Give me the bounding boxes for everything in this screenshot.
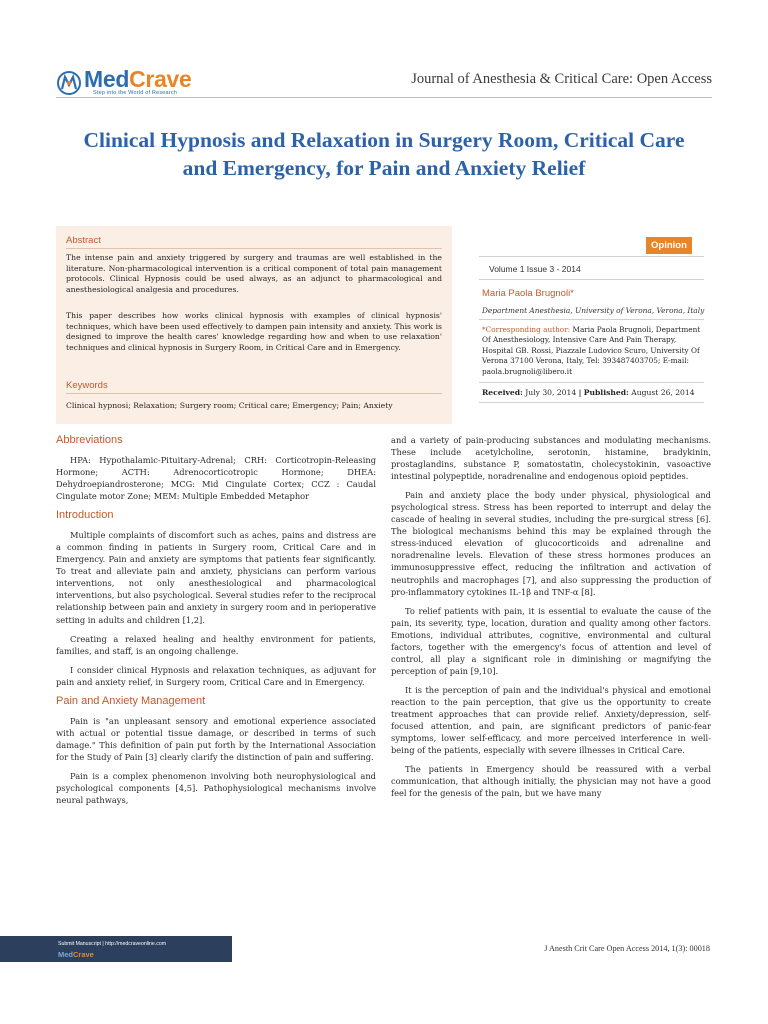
abstract-box xyxy=(56,226,452,424)
abstract-divider xyxy=(66,248,442,249)
abstract-paragraph-2: This paper describes how works clinical hypnosis with examples of clinical hypnosis' techniques, which have been used effectively to dampen pain intensity and anxiety. This work is designed to improve the health cares' knowledge regarding how and when to use relaxation' techniques and clinical hypnosis in Surgery Room, in Critical Care and in Emergency. xyxy=(66,311,442,352)
info-divider xyxy=(479,256,704,257)
section-heading-pain-anxiety: Pain and Anxiety Management xyxy=(56,694,206,707)
section-heading-introduction: Introduction xyxy=(56,509,114,522)
abbreviations-text: HPA: Hypothalamic-Pituitary-Adrenal; CRH: Corticotropin-Releasing Hormone; ACTH: Adrenocorticotropic Hormone; DHEA: Dehydroepiandrosterone; MCG: Mid Cingulate Cortex; CCZ : Caudal Cingulate motor Zone; MEM: Multiple Embedded Metaphor xyxy=(56,455,376,502)
info-divider xyxy=(479,279,704,280)
info-divider xyxy=(479,319,704,320)
paragraph: Pain is "an unpleasant sensory and emotional experience associated with actual or potential tissue damage, or described in terms of such damage." This definition of pain put forth by the International Association for the Study of Pain [3] clearly clarify the distinction of pain and suffering. xyxy=(56,715,376,762)
paragraph: Pain is a complex phenomenon involving both neurophysiological and psychological components [4,5]. Pathophysiological mechanisms involve neural pathways, xyxy=(56,770,376,806)
section-heading-abbreviations: Abbreviations xyxy=(56,434,123,446)
corresponding-author xyxy=(482,325,708,377)
received-date: July 30, 2014 xyxy=(525,388,577,397)
paragraph: The patients in Emergency should be reassured with a verbal communication, that although initially, the physician may not have a good feel for the genesis of the pain, but we have many xyxy=(391,764,711,799)
footer-banner xyxy=(0,936,232,962)
submit-manuscript-link[interactable]: Submit Manuscript | http://medcraveonline.com xyxy=(58,941,167,947)
corresponding-author-details: Maria Paola Brugnoli, Department Of Anesthesiology, Intensive Care And Pain Therapy, Hospital GB. Rossi, Piazzale Ludovico Scuro, University Of Verona 37100 Verona, Italy, Tel: 393487403705; E-mail: paola.brugnoli@libero.it xyxy=(482,325,701,376)
journal-title: Journal of Anesthesia & Critical Care: Open Access xyxy=(411,71,712,87)
abstract-heading: Abstract xyxy=(66,235,101,246)
article-dates: Received: July 30, 2014 | Published: August 26, 2014 xyxy=(482,388,695,397)
paragraph: Creating a relaxed healing and healthy environment for patients, families, and staff, is an ongoing challenge. xyxy=(56,633,376,656)
published-date: August 26, 2014 xyxy=(631,388,695,397)
corresponding-author-label: *Corresponding author: xyxy=(482,325,571,334)
abstract-paragraph-1: The intense pain and anxiety triggered by surgery and traumas are well established in the literature. Non-pharmacological intervention is a critical component of total pain management protocols. Clinical Hypnosis could be used always, as an adjunct to pharmacological and anesthesiological analgesia and procedures. xyxy=(66,253,442,294)
keywords-heading: Keywords xyxy=(66,380,108,391)
medcrave-logo-icon xyxy=(57,70,81,96)
volume-issue: Volume 1 Issue 3 - 2014 xyxy=(489,264,581,274)
paragraph: Multiple complaints of discomfort such as aches, pains and distress are a common finding in patients in Surgery room, Critical Care and in Emergency. Pain and anxiety are symptoms that patients fear significantly. To treat and alleviate pain and anxiety, physicians can perform various interventions, not only anesthesiological and pharmacological interventions, but also psychological. Several studies refer to the reciprocal relationship between pain and anxiety in surgery room and in perioperative setting in adults and children [1,2]. xyxy=(56,530,376,625)
citation: J Anesth Crit Care Open Access 2014, 1(3): 00018 xyxy=(544,944,710,953)
header-divider xyxy=(56,97,712,98)
paragraph: Pain and anxiety place the body under physical, physiological and psychological stress. Stress has been reported to interrupt and delay the cascade of healing in several studies, including the pre-surgical stress [6]. The biological mechanisms behind this may be explained through the stress-induced elevation of glucocorticoids and adrenaline and noradrenaline levels. Elevation of these stress hormones produces an immunosuppressive effect, reducing the infiltration and activation of neutrophils and macrophages [7], and also suppressing the production of pro-inflammatory cytokines IL-1β and TNF-α [8]. xyxy=(391,490,711,597)
left-column xyxy=(56,434,376,813)
keywords-text: Clinical hypnosi; Relaxation; Surgery room; Critical care; Emergency; Pain; Anxiety xyxy=(66,401,393,410)
footer-logo: MedCrave xyxy=(58,950,94,959)
keywords-divider xyxy=(66,393,442,394)
paragraph: It is the perception of pain and the individual's physical and emotional reaction to the pain perception, that give us the opportunity to create treatment approaches that can provide relief. Anxiety/depression, self-focused attention, and pain, are significant predictors of panic-fear symptoms, lower self-efficacy, and more perceived interference in well-being of the patients, especially with severe illnesses in Critical Care. xyxy=(391,684,711,756)
info-divider xyxy=(479,402,704,403)
medcrave-logo[interactable]: MedCrave xyxy=(84,66,192,92)
article-title: Clinical Hypnosis and Relaxation in Surgery Room, Critical Care and Emergency, for Pain and Anxiety Relief xyxy=(83,128,685,180)
logo-tagline: Step into the World of Research xyxy=(93,90,178,96)
author-name[interactable]: Maria Paola Brugnoli* xyxy=(482,288,574,299)
author-affiliation: Department Anesthesia, University of Verona, Verona, Italy xyxy=(482,306,705,315)
paragraph: To relief patients with pain, it is essential to evaluate the cause of the pain, its severity, type, location, duration and quality among other factors. Emotions, individual attributes, cognitive, environmental and cultural factors, together with the emergency's focus of attention and level of control, all play a significant role in diminishing or magnifying the perception of pain [9,10]. xyxy=(391,605,711,676)
right-column xyxy=(391,434,711,806)
info-divider xyxy=(479,382,704,383)
paragraph: I consider clinical Hypnosis and relaxation techniques, as adjuvant for pain and anxiety relief, in Surgery room, Critical Care and in Emergency. xyxy=(56,664,376,687)
article-type-badge: Opinion xyxy=(646,237,692,254)
paragraph: and a variety of pain-producing substances and modulating mechanisms. These include acetylcholine, serotonin, histamine, bradykinin, prostaglandins, substance P, somatostatin, cholecystokinin, vasoactive intestinal polypeptide, noradrenaline and endogenous opioid peptides. xyxy=(391,435,711,482)
